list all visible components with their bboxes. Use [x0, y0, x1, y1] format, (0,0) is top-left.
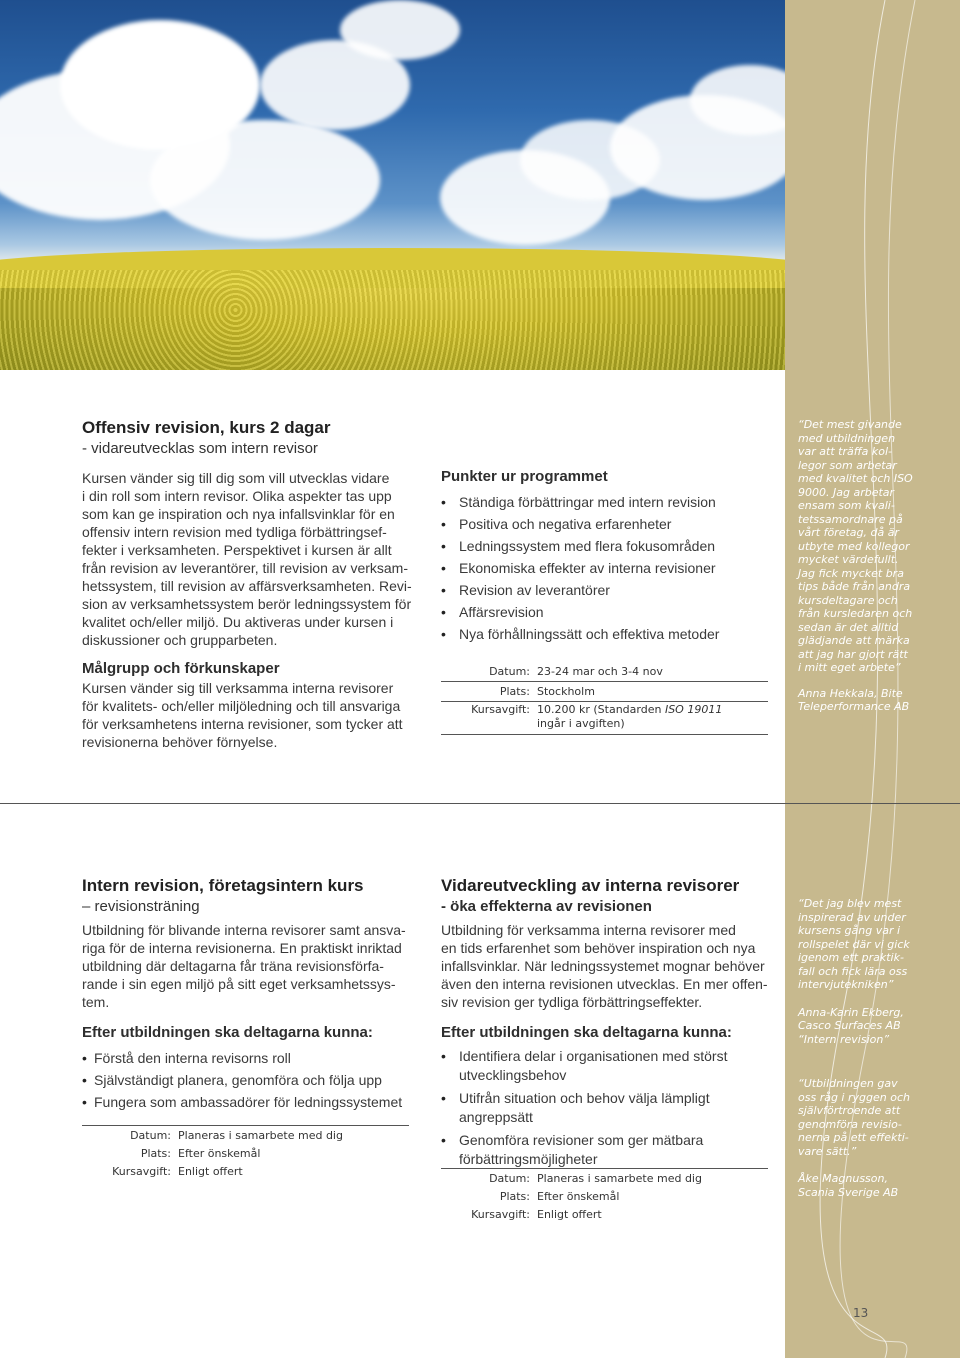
section-title: Vidareutveckling av interna revisorer: [441, 876, 740, 895]
list-item: • Affärsrevision: [441, 601, 771, 623]
list-item: • Förstå den interna revisorns roll: [82, 1047, 422, 1069]
goals-list: [441, 1047, 776, 1169]
list-item: • Ekonomiska effekter av interna revisioner: [441, 557, 771, 579]
section-subtitle: - öka effekterna av revisionen: [441, 898, 652, 915]
goals-heading: Efter utbildningen ska deltagarna kunna:: [441, 1024, 732, 1041]
page-number: 13: [853, 1306, 869, 1320]
field-area: [0, 270, 785, 370]
section-title: Offensiv revision, kurs 2 dagar: [82, 418, 331, 437]
list-item: • Positiva och negativa erfarenheter: [441, 513, 771, 535]
section-intro: Utbildning för blivande interna revisorer samt ansva- riga för de interna revisionerna. En praktiskt inriktad utbildning där deltagarna får träna revisionsförfa- rande i sin egen miljö på sitt eget verksamhetssys- tem.: [82, 922, 406, 1010]
goals-list: [82, 1047, 422, 1113]
course-info-2: Datum: Planeras i samarbete med dig Plats: Efter önskemål Kursavgift: Enligt offert: [82, 1125, 409, 1181]
list-item: • Nya förhållningssätt och effektiva metoder: [441, 623, 771, 645]
section-title: Intern revision, företagsintern kurs: [82, 876, 364, 895]
target-text: Kursen vänder sig till verksamma interna revisorer för kvalitets- och/eller miljöledning och till ansvariga för verksamhetens interna revisioner, som tycker att revisionerna behöver förnyelse.: [82, 680, 403, 750]
section-intro: Utbildning för verksamma interna revisorer med en tids erfarenhet som behöver inspiration och nya infallsvinklar. När ledningssystemet mognar behöver även den interna revisionen utvecklas. En mer offen- siv revision ger tydliga förbättringseffekter.: [441, 922, 768, 1010]
course-info-3: Datum: Planeras i samarbete med dig Plats: Efter önskemål Kursavgift: Enligt offert: [441, 1168, 768, 1224]
section-subtitle: - vidareutvecklas som intern revisor: [82, 440, 318, 457]
list-item: • Fungera som ambassadörer för ledningssystemet: [82, 1091, 422, 1113]
list-item: • Självständigt planera, genomföra och följa upp: [82, 1069, 422, 1091]
list-item: • Utifrån situation och behov välja lämpligt angreppsätt: [441, 1089, 776, 1127]
quote-author: Anna Hekkala, Bite Teleperformance AB: [798, 686, 910, 713]
list-item: • Revision av leverantörer: [441, 579, 771, 601]
testimonial-quote-3: “Utbildningen gav oss råg i ryggen och självförtroende att genomföra revisio- nerna på ett effekti- vare sätt.” Åke Magnusson, Scania Sverige AB: [798, 1077, 948, 1199]
quote-author: Åke Magnusson, Scania Sverige AB: [798, 1172, 899, 1199]
hero-photo: [0, 0, 785, 370]
program-list: [441, 491, 771, 645]
testimonial-quote-1: “Det mest givande med utbildningen var att träffa kol- legor som arbetar med kvalitet och ISO 9000. Jag arbetar ensam som kvali- tetssamordnare på vårt företag, då är utbyte med kollegor mycket värdefullt. Jag fick mycket bra tips både från andra kursdeltagare och från kursledaren och sedan är det alltid glädjande att märka att jag har gjort rätt i mitt eget arbete” Anna Hekkala, Bite Teleperformance AB: [798, 418, 948, 714]
list-item: • Ledningssystem med flera fokusområden: [441, 535, 771, 557]
quote-author: Anna-Karin Ekberg, Casco Surfaces AB “Intern revision”: [798, 1005, 904, 1046]
section-divider: [0, 803, 960, 804]
list-item: • Genomföra revisioner som ger mätbara förbättringsmöjligheter: [441, 1131, 776, 1169]
section-intro: Kursen vänder sig till dig som vill utvecklas vidare i din roll som intern revisor. Olika aspekter tas upp som kan ge inspiration och nya infallsvinklar för en offensiv intern revision med tydliga förbättringsef- fekter i verksamheten. Perspektivet i kursen är allt från revision av leverantörer, till revision av verksam- hetssystem, till revision av affärsverksamheten. Revi- sion av verksamhetssystem berör ledningssystem för kvalitet och/eller miljö. Du aktiveras under kursen i diskussioner och grupparbeten.: [82, 470, 412, 648]
section-subtitle: – revisionsträning: [82, 898, 200, 915]
goals-heading: Efter utbildningen ska deltagarna kunna:: [82, 1024, 373, 1041]
program-block: [441, 467, 771, 645]
list-item: • Identifiera delar i organisationen med störst utvecklingsbehov: [441, 1047, 776, 1085]
target-heading: Målgrupp och förkunskaper: [82, 660, 280, 677]
testimonial-quote-2: “Det jag blev mest inspirerad av under kursens gång var i rollspelet där vi gick igenom ett praktik- fall och fick lära oss intervjutekniken” Anna-Karin Ekberg, Casco Surfaces AB “Intern revision”: [798, 897, 948, 1046]
list-item: • Ständiga förbättringar med intern revision: [441, 491, 771, 513]
section-offensiv-revision: [82, 417, 422, 751]
section-vidareutveckling: [441, 875, 776, 1169]
section-intern-revision: [82, 875, 422, 1113]
course-info-1: Datum: 23-24 mar och 3-4 nov Plats: Stockholm Kursavgift: 10.200 kr (Standarden ISO 19011 ingår i avgiften): [441, 663, 768, 738]
program-heading: Punkter ur programmet: [441, 468, 608, 485]
